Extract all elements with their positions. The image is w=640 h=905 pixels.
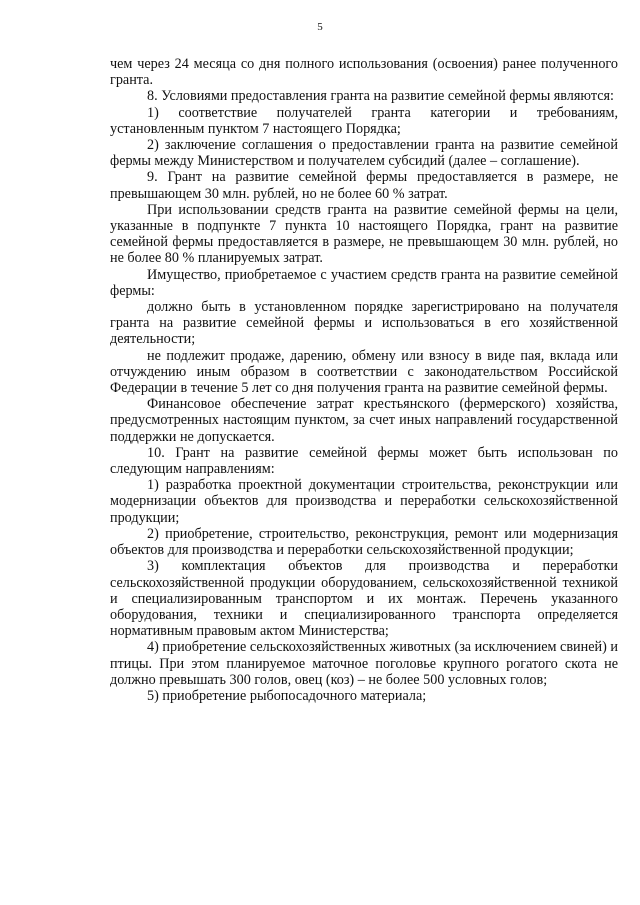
paragraph-continuation: чем через 24 месяца со дня полного использования (освоения) ранее полученного гранта. — [110, 56, 618, 89]
paragraph-clause-8: 8. Условиями предоставления гранта на развитие семейной фермы являются: — [147, 88, 614, 105]
paragraph-financing-note: Финансовое обеспечение затрат крестьянского (фермерского) хозяйства, предусмотренных настоящим пунктом, за счет иных направлений государственной поддержки не допускается. — [110, 396, 618, 445]
paragraph-clause-8-item-2: 2) заключение соглашения о предоставлении гранта на развитие семейной фермы между Министерством и получателем субсидий (далее – соглашение). — [110, 137, 618, 170]
paragraph-property-intro: Имущество, приобретаемое с участием средств гранта на развитие семейной фермы: — [110, 266, 618, 299]
paragraph-clause-10: 10. Грант на развитие семейной фермы может быть использован по следующим направлениям: — [110, 444, 618, 478]
paragraph-clause-10-item-5: 5) приобретение рыбопосадочного материала; — [147, 687, 427, 704]
paragraph-property-registration: должно быть в установленном порядке зарегистрировано на получателя гранта на развитие семейной фермы и использоваться в его хозяйственной деятельности; — [110, 299, 618, 348]
paragraph-clause-10-item-2: 2) приобретение, строительство, реконструкция, ремонт или модернизация объектов для производства и переработки сельскохозяйственной продукции; — [110, 525, 618, 559]
paragraph-clause-10-item-1: 1) разработка проектной документации строительства, реконструкции или модернизации объектов для производства и переработки сельскохозяйственной продукции; — [110, 477, 618, 526]
paragraph-clause-9-detail: При использовании средств гранта на развитие семейной фермы на цели, указанные в подпункте 7 пункта 10 настоящего Порядка, грант на развитие семейной фермы предоставляется в размере, не превышающем 30 млн. рублей, но не более 80 % планируемых затрат. — [110, 201, 618, 267]
paragraph-property-restriction: не подлежит продаже, дарению, обмену или взносу в виде пая, вклада или отчуждению иным образом в соответствии с законодательством Российской Федерации в течение 5 лет со дня получения гранта на развитие семейной фермы. — [110, 347, 618, 397]
page-number: 5 — [317, 21, 323, 33]
paragraph-clause-8-item-1: 1) соответствие получателей гранта категории и требованиям, установленным пунктом 7 настоящего Порядка; — [110, 104, 618, 137]
paragraph-clause-10-item-4: 4) приобретение сельскохозяйственных животных (за исключением свиней) и птицы. При этом планируемое маточное поголовье крупного рогатого скота не должно превышать 300 голов, овец (коз) – не более 500 условных голов; — [110, 639, 618, 688]
paragraph-clause-10-item-3: 3) комплектация объектов для производства и переработки сельскохозяйственной продукции оборудованием, сельскохозяйственной техникой и специализированным транспортом и их монтаж. Перечень указанного оборудования, техники и специализированного транспорта определяется нормативным правовым актом Министерства; — [110, 558, 618, 640]
paragraph-clause-9: 9. Грант на развитие семейной фермы предоставляется в размере, не превышающем 30 млн. рублей, но не более 60 % затрат. — [110, 169, 618, 202]
document-body — [110, 56, 618, 704]
